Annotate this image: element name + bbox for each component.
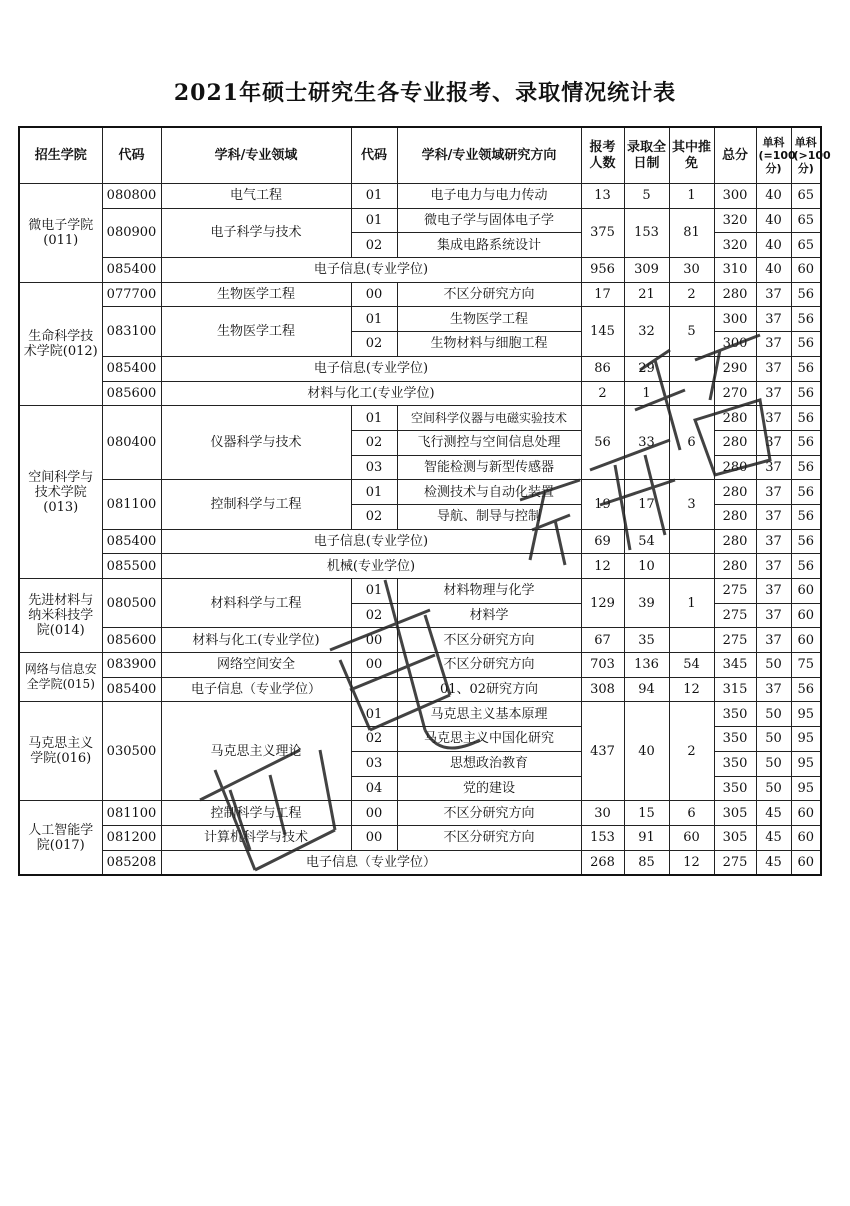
applicants-cell: 13 (581, 184, 624, 209)
discipline-cell: 生物医学工程 (161, 307, 351, 356)
direction-cell: 不区分研究方向 (397, 282, 581, 307)
single-le100-cell: 45 (756, 825, 791, 850)
admitted-cell: 1 (624, 381, 669, 406)
applicants-cell: 69 (581, 529, 624, 554)
single-gt100-cell: 75 (791, 653, 821, 678)
total-cell: 350 (714, 751, 756, 776)
direction-code-cell: 01 (351, 184, 397, 209)
direction-cell: 电子电力与电力传动 (397, 184, 581, 209)
direction-cell: 导航、制导与控制 (397, 504, 581, 529)
single-le100-cell: 37 (756, 480, 791, 505)
direction-code-cell: 02 (351, 603, 397, 628)
total-cell: 290 (714, 356, 756, 381)
total-cell: 300 (714, 307, 756, 332)
table-row (19, 677, 821, 702)
applicants-cell: 956 (581, 258, 624, 283)
discipline-cell: 电子科学与技术 (161, 208, 351, 257)
applicants-cell: 129 (581, 579, 624, 628)
statistics-table (18, 126, 831, 876)
discipline-cell: 仪器科学与技术 (161, 406, 351, 480)
direction-code-cell (351, 677, 397, 702)
table-row (19, 208, 821, 233)
single-gt100-cell: 60 (791, 628, 821, 653)
single-gt100-cell: 56 (791, 307, 821, 332)
single-gt100-cell: 56 (791, 529, 821, 554)
recommended-cell: 5 (669, 307, 714, 356)
single-le100-cell: 37 (756, 381, 791, 406)
header-direction-code: 代码 (351, 127, 397, 184)
table-row (19, 184, 821, 209)
direction-code-cell: 02 (351, 504, 397, 529)
college-cell: 微电子学院(011) (19, 184, 102, 283)
single-gt100-cell: 56 (791, 554, 821, 579)
table-row (19, 850, 821, 875)
single-gt100-cell: 56 (791, 480, 821, 505)
recommended-cell: 54 (669, 653, 714, 678)
code-cell: 081200 (102, 825, 161, 850)
direction-cell: 思想政治教育 (397, 751, 581, 776)
total-cell: 320 (714, 208, 756, 233)
total-cell: 275 (714, 628, 756, 653)
single-le100-cell: 37 (756, 529, 791, 554)
total-cell: 270 (714, 381, 756, 406)
table-row (19, 381, 821, 406)
single-le100-cell: 37 (756, 504, 791, 529)
total-cell: 305 (714, 801, 756, 826)
college-cell: 马克思主义学院(016) (19, 702, 102, 801)
code-cell: 085400 (102, 529, 161, 554)
total-cell: 280 (714, 529, 756, 554)
direction-cell: 检测技术与自动化装置 (397, 480, 581, 505)
discipline-cell: 控制科学与工程 (161, 801, 351, 826)
code-cell: 085400 (102, 356, 161, 381)
direction-code-cell: 02 (351, 332, 397, 357)
discipline-cell: 机械(专业学位) (161, 554, 581, 579)
recommended-cell (669, 381, 714, 406)
recommended-cell (669, 554, 714, 579)
code-cell: 080800 (102, 184, 161, 209)
admitted-cell: 21 (624, 282, 669, 307)
single-gt100-cell: 56 (791, 406, 821, 431)
table-row (19, 825, 821, 850)
total-cell: 350 (714, 702, 756, 727)
direction-code-cell: 02 (351, 727, 397, 752)
single-gt100-cell: 65 (791, 233, 821, 258)
direction-code-cell: 04 (351, 776, 397, 801)
recommended-cell: 6 (669, 801, 714, 826)
header-recommended: 其中推免 (669, 127, 714, 184)
direction-code-cell: 02 (351, 233, 397, 258)
applicants-cell: 308 (581, 677, 624, 702)
recommended-cell: 60 (669, 825, 714, 850)
discipline-cell: 材料与化工(专业学位) (161, 381, 581, 406)
table-row (19, 653, 821, 678)
admitted-cell: 10 (624, 554, 669, 579)
direction-cell: 飞行测控与空间信息处理 (397, 430, 581, 455)
direction-code-cell: 00 (351, 653, 397, 678)
single-gt100-cell: 60 (791, 825, 821, 850)
single-le100-cell: 37 (756, 282, 791, 307)
recommended-cell: 12 (669, 677, 714, 702)
code-cell: 083900 (102, 653, 161, 678)
total-cell: 280 (714, 455, 756, 480)
admitted-cell: 136 (624, 653, 669, 678)
direction-code-cell: 00 (351, 282, 397, 307)
direction-code-cell: 01 (351, 579, 397, 604)
page-title: 2021年硕士研究生各专业报考、录取情况统计表 (173, 80, 677, 106)
total-cell: 280 (714, 504, 756, 529)
single-gt100-cell: 56 (791, 430, 821, 455)
single-le100-cell: 40 (756, 208, 791, 233)
single-le100-cell: 37 (756, 307, 791, 332)
discipline-cell: 电子信息(专业学位) (161, 356, 581, 381)
applicants-cell: 375 (581, 208, 624, 257)
admitted-cell: 5 (624, 184, 669, 209)
admitted-cell: 91 (624, 825, 669, 850)
table-row (19, 801, 821, 826)
single-le100-cell: 50 (756, 727, 791, 752)
direction-cell: 材料物理与化学 (397, 579, 581, 604)
total-cell: 310 (714, 258, 756, 283)
admitted-cell: 39 (624, 579, 669, 628)
single-gt100-cell: 56 (791, 677, 821, 702)
college-cell: 生命科学技术学院(012) (19, 282, 102, 405)
total-cell: 275 (714, 603, 756, 628)
total-cell: 280 (714, 282, 756, 307)
code-cell: 081100 (102, 480, 161, 529)
total-cell: 280 (714, 406, 756, 431)
discipline-cell: 生物医学工程 (161, 282, 351, 307)
single-gt100-cell: 56 (791, 356, 821, 381)
recommended-cell: 2 (669, 702, 714, 801)
single-le100-cell: 37 (756, 406, 791, 431)
admitted-cell: 32 (624, 307, 669, 356)
direction-code-cell: 00 (351, 825, 397, 850)
header-single-le100: 单科(=100分) (756, 127, 791, 184)
table-row (19, 282, 821, 307)
code-cell: 030500 (102, 702, 161, 801)
single-le100-cell: 37 (756, 579, 791, 604)
single-le100-cell: 50 (756, 653, 791, 678)
single-le100-cell: 50 (756, 702, 791, 727)
direction-cell: 生物医学工程 (397, 307, 581, 332)
single-le100-cell: 50 (756, 751, 791, 776)
single-le100-cell: 37 (756, 677, 791, 702)
total-cell: 280 (714, 480, 756, 505)
header-discipline: 学科/专业领域 (161, 127, 351, 184)
admitted-cell: 33 (624, 406, 669, 480)
total-cell: 280 (714, 554, 756, 579)
table-row (19, 480, 821, 505)
direction-cell: 微电子学与固体电子学 (397, 208, 581, 233)
code-cell: 085400 (102, 258, 161, 283)
single-le100-cell: 50 (756, 776, 791, 801)
applicants-cell: 19 (581, 480, 624, 529)
applicants-cell: 86 (581, 356, 624, 381)
recommended-cell: 1 (669, 579, 714, 628)
direction-cell: 集成电路系统设计 (397, 233, 581, 258)
direction-code-cell: 00 (351, 801, 397, 826)
applicants-cell: 145 (581, 307, 624, 356)
discipline-cell: 网络空间安全 (161, 653, 351, 678)
recommended-cell (669, 628, 714, 653)
discipline-cell: 材料与化工(专业学位) (161, 628, 351, 653)
total-cell: 280 (714, 430, 756, 455)
single-le100-cell: 37 (756, 430, 791, 455)
table-row (19, 529, 821, 554)
single-le100-cell: 40 (756, 233, 791, 258)
college-cell: 人工智能学院(017) (19, 801, 102, 876)
recommended-cell: 1 (669, 184, 714, 209)
admitted-cell: 94 (624, 677, 669, 702)
single-gt100-cell: 60 (791, 850, 821, 875)
single-le100-cell: 37 (756, 603, 791, 628)
single-le100-cell: 40 (756, 258, 791, 283)
code-cell: 081100 (102, 801, 161, 826)
college-cell: 空间科学与技术学院(013) (19, 406, 102, 579)
code-cell: 083100 (102, 307, 161, 356)
direction-cell: 材料学 (397, 603, 581, 628)
single-gt100-cell: 65 (791, 208, 821, 233)
table-row (19, 356, 821, 381)
recommended-cell: 81 (669, 208, 714, 257)
admitted-cell: 85 (624, 850, 669, 875)
code-cell: 077700 (102, 282, 161, 307)
table-row (19, 406, 821, 431)
discipline-cell: 计算机科学与技术 (161, 825, 351, 850)
admitted-cell: 40 (624, 702, 669, 801)
single-le100-cell: 37 (756, 356, 791, 381)
code-cell: 080500 (102, 579, 161, 628)
recommended-cell: 12 (669, 850, 714, 875)
direction-cell: 不区分研究方向 (397, 801, 581, 826)
total-cell: 350 (714, 727, 756, 752)
direction-cell: 不区分研究方向 (397, 825, 581, 850)
recommended-cell (669, 529, 714, 554)
code-cell: 085600 (102, 381, 161, 406)
discipline-cell: 电子信息（专业学位） (161, 850, 581, 875)
single-gt100-cell: 65 (791, 184, 821, 209)
direction-cell: 党的建设 (397, 776, 581, 801)
header-admitted: 录取全日制 (624, 127, 669, 184)
code-cell: 085600 (102, 628, 161, 653)
single-gt100-cell: 56 (791, 455, 821, 480)
applicants-cell: 268 (581, 850, 624, 875)
discipline-cell: 马克思主义理论 (161, 702, 351, 801)
total-cell: 275 (714, 579, 756, 604)
single-gt100-cell: 95 (791, 727, 821, 752)
discipline-cell: 电子信息(专业学位) (161, 258, 581, 283)
single-le100-cell: 37 (756, 455, 791, 480)
single-gt100-cell: 60 (791, 579, 821, 604)
applicants-cell: 30 (581, 801, 624, 826)
total-cell: 300 (714, 184, 756, 209)
table-row (19, 579, 821, 604)
single-gt100-cell: 56 (791, 282, 821, 307)
code-cell: 085400 (102, 677, 161, 702)
single-gt100-cell: 60 (791, 801, 821, 826)
direction-code-cell: 03 (351, 455, 397, 480)
single-gt100-cell: 56 (791, 381, 821, 406)
single-le100-cell: 37 (756, 554, 791, 579)
admitted-cell: 309 (624, 258, 669, 283)
admitted-cell: 54 (624, 529, 669, 554)
total-cell: 305 (714, 825, 756, 850)
admitted-cell: 35 (624, 628, 669, 653)
applicants-cell: 153 (581, 825, 624, 850)
discipline-cell: 电子信息（专业学位） (161, 677, 351, 702)
table-row (19, 702, 821, 727)
applicants-cell: 17 (581, 282, 624, 307)
applicants-cell: 437 (581, 702, 624, 801)
college-cell: 先进材料与纳米科技学院(014) (19, 579, 102, 653)
admitted-cell: 17 (624, 480, 669, 529)
direction-cell: 智能检测与新型传感器 (397, 455, 581, 480)
single-gt100-cell: 95 (791, 702, 821, 727)
admitted-cell: 15 (624, 801, 669, 826)
direction-cell: 马克思主义基本原理 (397, 702, 581, 727)
single-le100-cell: 37 (756, 628, 791, 653)
single-le100-cell: 45 (756, 801, 791, 826)
direction-code-cell: 03 (351, 751, 397, 776)
applicants-cell: 2 (581, 381, 624, 406)
single-gt100-cell: 60 (791, 258, 821, 283)
applicants-cell: 12 (581, 554, 624, 579)
single-gt100-cell: 60 (791, 603, 821, 628)
direction-code-cell: 01 (351, 480, 397, 505)
header-applicants: 报考人数 (581, 127, 624, 184)
applicants-cell: 56 (581, 406, 624, 480)
single-gt100-cell: 95 (791, 776, 821, 801)
header-total: 总分 (714, 127, 756, 184)
discipline-cell: 电气工程 (161, 184, 351, 209)
total-cell: 345 (714, 653, 756, 678)
recommended-cell (669, 356, 714, 381)
table-row (19, 307, 821, 332)
direction-code-cell: 01 (351, 208, 397, 233)
discipline-cell: 电子信息(专业学位) (161, 529, 581, 554)
total-cell: 300 (714, 332, 756, 357)
direction-code-cell: 01 (351, 406, 397, 431)
total-cell: 275 (714, 850, 756, 875)
code-cell: 085208 (102, 850, 161, 875)
table-row (19, 554, 821, 579)
admitted-cell: 153 (624, 208, 669, 257)
discipline-cell: 控制科学与工程 (161, 480, 351, 529)
header-college: 招生学院 (19, 127, 102, 184)
table-row (19, 628, 821, 653)
applicants-cell: 703 (581, 653, 624, 678)
single-le100-cell: 37 (756, 332, 791, 357)
direction-cell: 不区分研究方向 (397, 628, 581, 653)
college-cell: 网络与信息安全学院(015) (19, 653, 102, 702)
recommended-cell: 3 (669, 480, 714, 529)
direction-cell: 马克思主义中国化研究 (397, 727, 581, 752)
total-cell: 320 (714, 233, 756, 258)
admitted-cell: 29 (624, 356, 669, 381)
header-single-gt100: 单科(>100分) (791, 127, 821, 184)
code-cell: 080400 (102, 406, 161, 480)
code-cell: 085500 (102, 554, 161, 579)
direction-code-cell: 01 (351, 307, 397, 332)
total-cell: 315 (714, 677, 756, 702)
direction-cell: 01、02研究方向 (397, 677, 581, 702)
single-gt100-cell: 56 (791, 504, 821, 529)
direction-code-cell: 00 (351, 628, 397, 653)
total-cell: 350 (714, 776, 756, 801)
table-row (19, 258, 821, 283)
header-direction: 学科/专业领域研究方向 (397, 127, 581, 184)
direction-code-cell: 01 (351, 702, 397, 727)
direction-cell: 生物材料与细胞工程 (397, 332, 581, 357)
discipline-cell: 材料科学与工程 (161, 579, 351, 628)
recommended-cell: 30 (669, 258, 714, 283)
recommended-cell: 2 (669, 282, 714, 307)
direction-code-cell: 02 (351, 430, 397, 455)
single-le100-cell: 45 (756, 850, 791, 875)
code-cell: 080900 (102, 208, 161, 257)
direction-cell: 空间科学仪器与电磁实验技术 (397, 406, 581, 431)
single-le100-cell: 40 (756, 184, 791, 209)
single-gt100-cell: 95 (791, 751, 821, 776)
single-gt100-cell: 56 (791, 332, 821, 357)
recommended-cell: 6 (669, 406, 714, 480)
header-code: 代码 (102, 127, 161, 184)
applicants-cell: 67 (581, 628, 624, 653)
direction-cell: 不区分研究方向 (397, 653, 581, 678)
header-row (19, 127, 821, 184)
